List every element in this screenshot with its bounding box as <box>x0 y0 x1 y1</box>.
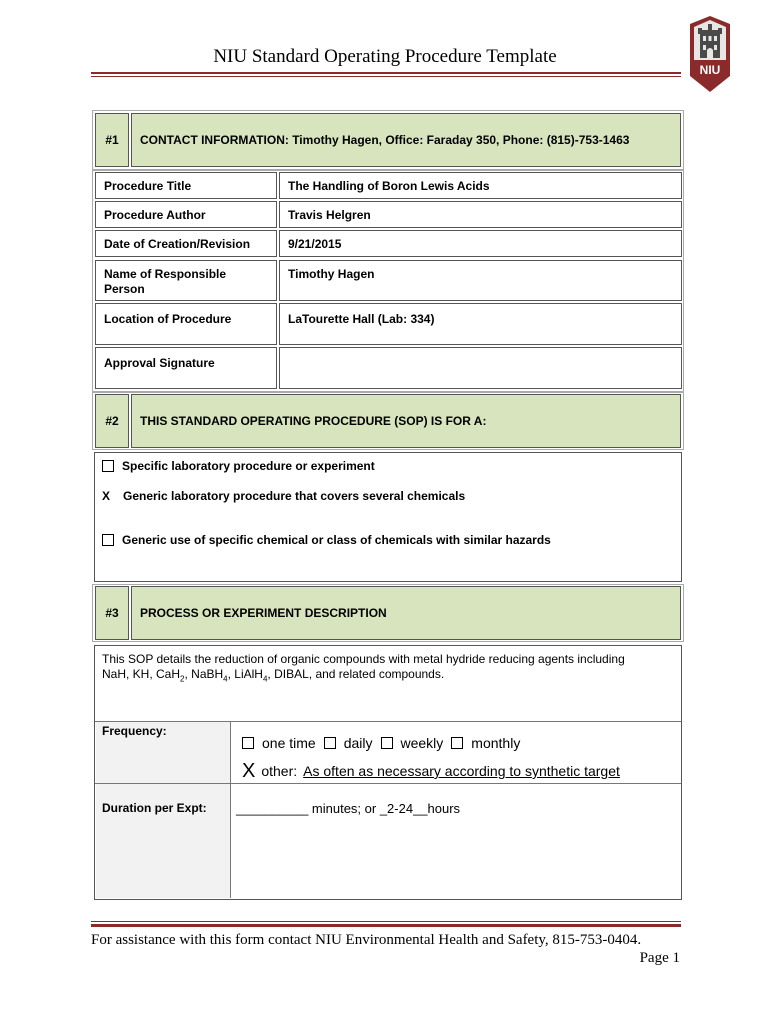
checkbox-daily[interactable] <box>324 737 336 749</box>
other-label: other: <box>261 763 298 779</box>
section3-number: #3 <box>95 586 129 640</box>
option-generic-procedure-label: Generic laboratory procedure that covers several chemicals <box>123 489 466 503</box>
option-specific-procedure[interactable] <box>102 458 375 474</box>
responsible-person-label: Name of Responsible Person <box>95 260 277 301</box>
option-generic-procedure[interactable] <box>102 488 465 504</box>
approval-signature-label: Approval Signature <box>95 347 277 389</box>
procedure-author-value: Travis Helgren <box>279 201 682 228</box>
checkbox-specific-procedure[interactable] <box>102 460 114 472</box>
checkbox-generic-chemical[interactable] <box>102 534 114 546</box>
footer-assistance: For assistance with this form contact NIU Environmental Health and Safety, 815-753-0404. <box>91 932 642 948</box>
date-revision-label: Date of Creation/Revision <box>95 230 277 257</box>
option-generic-chemical-label: Generic use of specific chemical or class of chemicals with similar hazards <box>122 533 551 547</box>
x-mark-generic-procedure[interactable]: X <box>102 489 111 503</box>
niu-logo <box>686 14 734 94</box>
checkbox-weekly[interactable] <box>381 737 393 749</box>
duration-label: Duration per Expt: <box>102 801 207 815</box>
section2-number: #2 <box>95 394 129 448</box>
description-line-1: This SOP details the reduction of organic compounds with metal hydride reducing agents including <box>102 652 625 666</box>
approval-signature-value[interactable] <box>279 347 682 389</box>
location-value: LaTourette Hall (Lab: 334) <box>279 303 682 345</box>
footer-rule-thin <box>91 921 681 922</box>
footer-rule <box>91 924 681 927</box>
location-label: Location of Procedure <box>95 303 277 345</box>
freq-monthly[interactable]: monthly <box>451 735 520 751</box>
section3-title: PROCESS OR EXPERIMENT DESCRIPTION <box>131 586 681 640</box>
frequency-vertical-divider <box>230 721 231 898</box>
other-value[interactable]: As often as necessary according to synthetic target <box>303 763 620 779</box>
option-specific-procedure-label: Specific laboratory procedure or experiment <box>122 459 375 473</box>
checkbox-one-time[interactable] <box>242 737 254 749</box>
section2-title: THIS STANDARD OPERATING PROCEDURE (SOP) IS FOR A: <box>131 394 681 448</box>
frequency-options <box>242 734 528 752</box>
page-number: Page 1 <box>639 950 680 966</box>
description-line-2: NaH, KH, CaH$_2$, NaBH$_4$, LiAlH$_4$, DIBAL, and related compounds. <box>102 667 445 684</box>
section1-number: #1 <box>95 113 129 167</box>
date-revision-value: 9/21/2015 <box>279 230 682 257</box>
page-title: NIU Standard Operating Procedure Template <box>213 46 557 67</box>
header-rule-thin <box>91 76 681 77</box>
duration-value[interactable]: __________ minutes; or _2-24__hours <box>236 801 461 816</box>
svg-text:NIU: NIU <box>699 63 721 77</box>
frequency-label: Frequency: <box>102 724 167 738</box>
procedure-author-label: Procedure Author <box>95 201 277 228</box>
frequency-other <box>242 760 620 782</box>
procedure-title-label: Procedure Title <box>95 172 277 199</box>
checkbox-monthly[interactable] <box>451 737 463 749</box>
x-mark-other[interactable]: X <box>242 759 256 782</box>
freq-daily[interactable]: daily <box>324 735 373 751</box>
freq-weekly[interactable]: weekly <box>381 735 444 751</box>
option-generic-chemical[interactable] <box>102 532 551 548</box>
procedure-title-value: The Handling of Boron Lewis Acids <box>279 172 682 199</box>
freq-one-time[interactable]: one time <box>242 735 316 751</box>
header-rule <box>91 72 681 74</box>
section1-contact: CONTACT INFORMATION: Timothy Hagen, Office: Faraday 350, Phone: (815)-753-1463 <box>131 113 681 167</box>
responsible-person-value: Timothy Hagen <box>279 260 682 301</box>
